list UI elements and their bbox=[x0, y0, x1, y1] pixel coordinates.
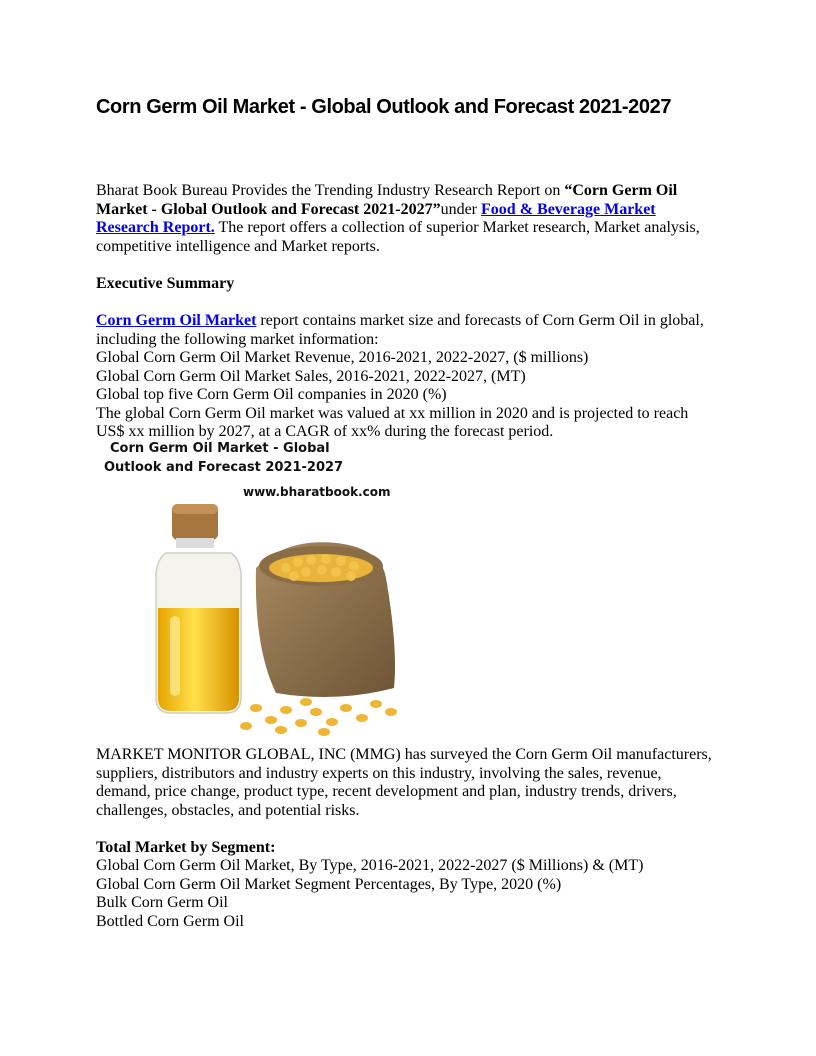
product-figure bbox=[96, 440, 436, 740]
mmg-line: demand, price change, product type, recent development and plan, industry trends, drivers, bbox=[96, 783, 677, 800]
summary-line: The global Corn Germ Oil market was valued at xx million in 2020 and is projected to reach bbox=[96, 404, 689, 422]
burlap-sack-icon bbox=[256, 542, 395, 697]
summary-line: including the following market information: bbox=[96, 330, 379, 348]
oil-bottle-icon bbox=[156, 504, 241, 713]
segment-line: Global Corn Germ Oil Market Segment Percentages, By Type, 2020 (%) bbox=[96, 875, 562, 893]
segment-paragraph bbox=[96, 857, 716, 931]
segment-heading: Total Market by Segment: bbox=[96, 839, 276, 856]
food-beverage-link[interactable]: Food & Beverage Market bbox=[481, 200, 656, 218]
intro-text: Bharat Book Bureau Provides the Trending Industry Research Report on bbox=[96, 182, 565, 199]
figure-url: www.bharatbook.com bbox=[243, 485, 391, 499]
summary-line: US$ xx million by 2027, at a CAGR of xx% during the forecast period. bbox=[96, 423, 554, 440]
summary-line-1 bbox=[96, 312, 716, 331]
mmg-line: challenges, obstacles, and potential risks. bbox=[96, 801, 360, 819]
figure-caption-line-1: Corn Germ Oil Market - Global bbox=[110, 441, 330, 456]
summary-line: Global top five Corn Germ Oil companies in 2020 (%) bbox=[96, 386, 447, 403]
summary-line: Global Corn Germ Oil Market Sales, 2016-2021, 2022-2027, (MT) bbox=[96, 367, 526, 385]
mmg-line: MARKET MONITOR GLOBAL, INC (MMG) has surveyed the Corn Germ Oil manufacturers, bbox=[96, 746, 712, 763]
intro-under-text: under bbox=[440, 200, 482, 218]
mmg-paragraph bbox=[96, 746, 716, 820]
research-report-link-dot[interactable]: . bbox=[210, 219, 215, 236]
intro-line-4: competitive intelligence and Market reports. bbox=[96, 237, 380, 255]
corn-kernels-icon bbox=[240, 698, 397, 736]
intro-line-1 bbox=[96, 182, 716, 201]
research-report-link[interactable]: Research Report bbox=[96, 219, 211, 236]
segment-line: Global Corn Germ Oil Market, By Type, 2016-2021, 2022-2027 ($ Millions) & (MT) bbox=[96, 857, 644, 874]
executive-summary-paragraph bbox=[96, 312, 716, 442]
segment-line: Bottled Corn Germ Oil bbox=[96, 912, 244, 930]
intro-text-cont: The report offers a collection of superior Market research, Market analysis, bbox=[214, 219, 700, 236]
intro-paragraph bbox=[96, 182, 716, 256]
figure-caption-line-2: Outlook and Forecast 2021-2027 bbox=[104, 460, 344, 475]
corn-oil-illustration bbox=[136, 498, 436, 738]
report-title-bold: “Corn Germ Oil bbox=[564, 182, 678, 199]
segment-line: Bulk Corn Germ Oil bbox=[96, 894, 228, 911]
intro-line-3 bbox=[96, 219, 716, 238]
corn-germ-oil-market-link[interactable]: Corn Germ Oil Market bbox=[96, 312, 257, 329]
intro-line-2 bbox=[96, 201, 716, 220]
summary-line: Global Corn Germ Oil Market Revenue, 2016-2021, 2022-2027, ($ millions) bbox=[96, 349, 589, 366]
mmg-line: suppliers, distributors and industry experts on this industry, involving the sales, revenue, bbox=[96, 764, 662, 782]
page-title: Corn Germ Oil Market - Global Outlook and Forecast 2021-2027 bbox=[96, 96, 672, 118]
summary-text: report contains market size and forecasts of Corn Germ Oil in global, bbox=[256, 312, 704, 329]
executive-summary-heading: Executive Summary bbox=[96, 275, 235, 292]
report-title-bold-cont: Market - Global Outlook and Forecast 2021-2027” bbox=[96, 200, 441, 218]
